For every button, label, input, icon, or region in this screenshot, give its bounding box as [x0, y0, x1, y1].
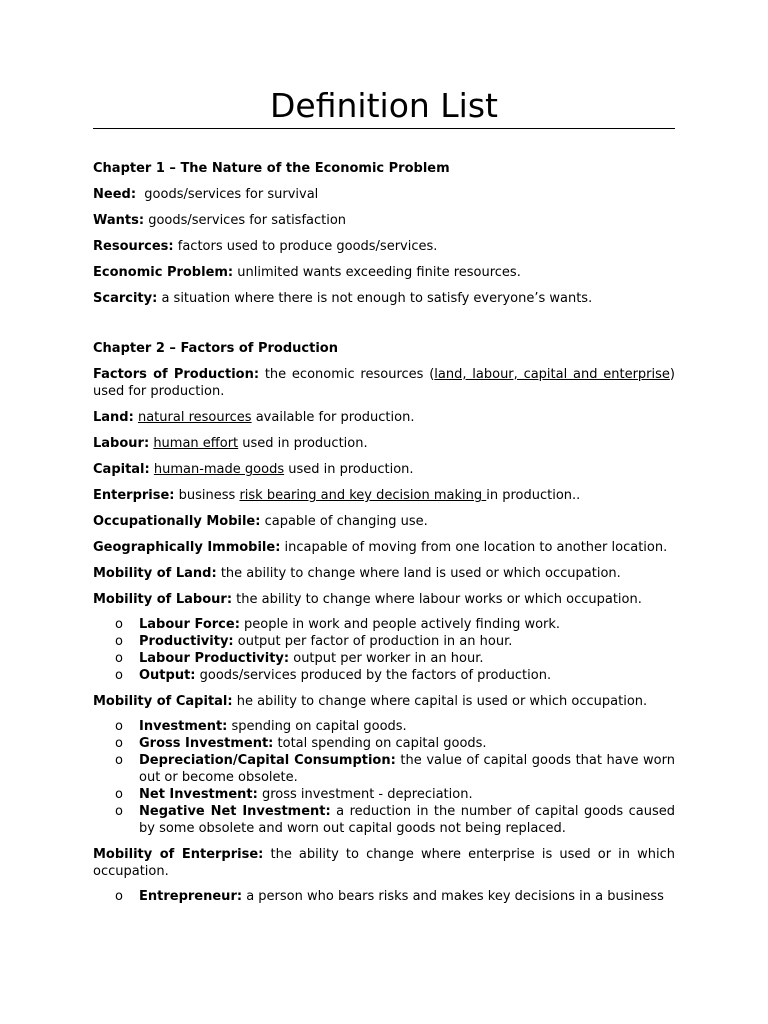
- bullet: o: [115, 719, 123, 734]
- term: Wants:: [93, 213, 145, 228]
- definition-enterprise: [93, 487, 675, 504]
- underlined-text: human effort: [153, 436, 239, 451]
- document-body: [93, 160, 675, 914]
- list-item: [115, 718, 675, 735]
- underlined-text: risk bearing and key decision making: [239, 488, 487, 503]
- underlined-text: human-made goods: [153, 462, 285, 477]
- definition: gross investment - depreciation.: [257, 787, 473, 802]
- definition: a person who bears risks and makes key decisions in a business: [242, 889, 664, 904]
- term: Investment:: [139, 719, 228, 734]
- definition: unlimited wants exceeding finite resources.: [233, 265, 521, 280]
- definition-economic-problem: [93, 264, 675, 281]
- term: Resources:: [93, 239, 174, 254]
- term: Productivity:: [139, 634, 234, 649]
- bullet: o: [115, 753, 123, 768]
- term: Net Investment:: [139, 787, 258, 802]
- underlined-text: natural resources: [137, 410, 252, 425]
- term: Enterprise:: [93, 488, 175, 503]
- underlined-text: land, labour, capital and enterprise: [434, 367, 670, 382]
- definition: output per factor of production in an hour.: [233, 634, 513, 649]
- definition-factors-of-production: [93, 366, 675, 400]
- list-item: [115, 667, 675, 684]
- definition-post: in production..: [486, 488, 581, 503]
- definition: factors used to produce goods/services.: [173, 239, 438, 254]
- definition: the ability to change where enterprise is used or in which occupation.: [93, 847, 676, 879]
- definition: spending on capital goods.: [227, 719, 407, 734]
- definition: goods/services produced by the factors of production.: [195, 668, 552, 683]
- definition-mobility-of-capital: [93, 693, 675, 710]
- definition-mobility-of-labour: [93, 591, 675, 608]
- term: Economic Problem:: [93, 265, 234, 280]
- list-item: [115, 650, 675, 667]
- chapter-1-heading: Chapter 1 – The Nature of the Economic Problem: [93, 161, 450, 176]
- definition: the ability to change where labour works or which occupation.: [232, 592, 642, 607]
- definition-geographically-immobile: [93, 539, 675, 556]
- list-item: [115, 786, 675, 803]
- term: Mobility of Land:: [93, 566, 217, 581]
- title-divider: [93, 128, 675, 129]
- bullet: o: [115, 889, 123, 904]
- definition: capable of changing use.: [260, 514, 428, 529]
- definition-capital: [93, 461, 675, 478]
- definition-labour: [93, 435, 675, 452]
- definition: the ability to change where land is used or which occupation.: [216, 566, 621, 581]
- definition: he ability to change where capital is used or which occupation.: [232, 694, 648, 709]
- term: Depreciation/Capital Consumption:: [139, 753, 396, 768]
- bullet: o: [115, 736, 123, 751]
- list-item: [115, 616, 675, 633]
- bullet: o: [115, 787, 123, 802]
- capital-sub-list: [93, 718, 675, 837]
- definition-wants: [93, 212, 675, 229]
- definition: the value of capital goods that have worn out or become obsolete.: [139, 753, 675, 785]
- term: Occupationally Mobile:: [93, 514, 261, 529]
- definition-post: available for production.: [251, 410, 415, 425]
- term: Need:: [93, 187, 137, 202]
- definition-need: [93, 186, 675, 203]
- list-item: [115, 735, 675, 752]
- list-item: [115, 633, 675, 650]
- definition: people in work and people actively finding work.: [239, 617, 561, 632]
- definition: total spending on capital goods.: [273, 736, 487, 751]
- list-item: [115, 803, 675, 837]
- bullet: o: [115, 804, 123, 819]
- list-item: [115, 752, 675, 786]
- labour-sub-list: [93, 616, 675, 684]
- term: Geographically Immobile:: [93, 540, 281, 555]
- term: Land:: [93, 410, 134, 425]
- page-title: Definition List: [270, 86, 498, 125]
- definition-post: used in production.: [238, 436, 368, 451]
- definition-pre: the economic resources (: [259, 367, 435, 382]
- term: Output:: [139, 668, 196, 683]
- definition-post: ) used for production.: [93, 367, 675, 399]
- definition-scarcity: [93, 290, 675, 307]
- definition: goods/services for satisfaction: [144, 213, 347, 228]
- term: Mobility of Enterprise:: [93, 847, 264, 862]
- term: Entrepreneur:: [139, 889, 243, 904]
- enterprise-sub-list: [93, 888, 675, 905]
- term: Gross Investment:: [139, 736, 274, 751]
- term: Negative Net Investment:: [139, 804, 331, 819]
- term: Labour Force:: [139, 617, 240, 632]
- term: Mobility of Capital:: [93, 694, 233, 709]
- term: Labour Productivity:: [139, 651, 290, 666]
- list-item: [115, 888, 675, 905]
- definition-mobility-of-enterprise: [93, 846, 675, 880]
- chapter-2-heading: Chapter 2 – Factors of Production: [93, 341, 338, 356]
- bullet: o: [115, 668, 123, 683]
- definition-land: [93, 409, 675, 426]
- bullet: o: [115, 651, 123, 666]
- term: Factors of Production:: [93, 367, 260, 382]
- definition: goods/services for survival: [136, 187, 319, 202]
- bullet: o: [115, 634, 123, 649]
- definition: a reduction in the number of capital goods caused by some obsolete and worn out capital goods not being replaced.: [139, 804, 675, 836]
- definition: incapable of moving from one location to another location.: [280, 540, 668, 555]
- definition-resources: [93, 238, 675, 255]
- term: Mobility of Labour:: [93, 592, 233, 607]
- definition-pre: business: [174, 488, 240, 503]
- definition-mobility-of-land: [93, 565, 675, 582]
- definition: output per worker in an hour.: [289, 651, 484, 666]
- bullet: o: [115, 617, 123, 632]
- term: Scarcity:: [93, 291, 158, 306]
- definition: a situation where there is not enough to satisfy everyone’s wants.: [157, 291, 593, 306]
- definition-post: used in production.: [284, 462, 414, 477]
- term: Capital:: [93, 462, 150, 477]
- definition-occupationally-mobile: [93, 513, 675, 530]
- term: Labour:: [93, 436, 150, 451]
